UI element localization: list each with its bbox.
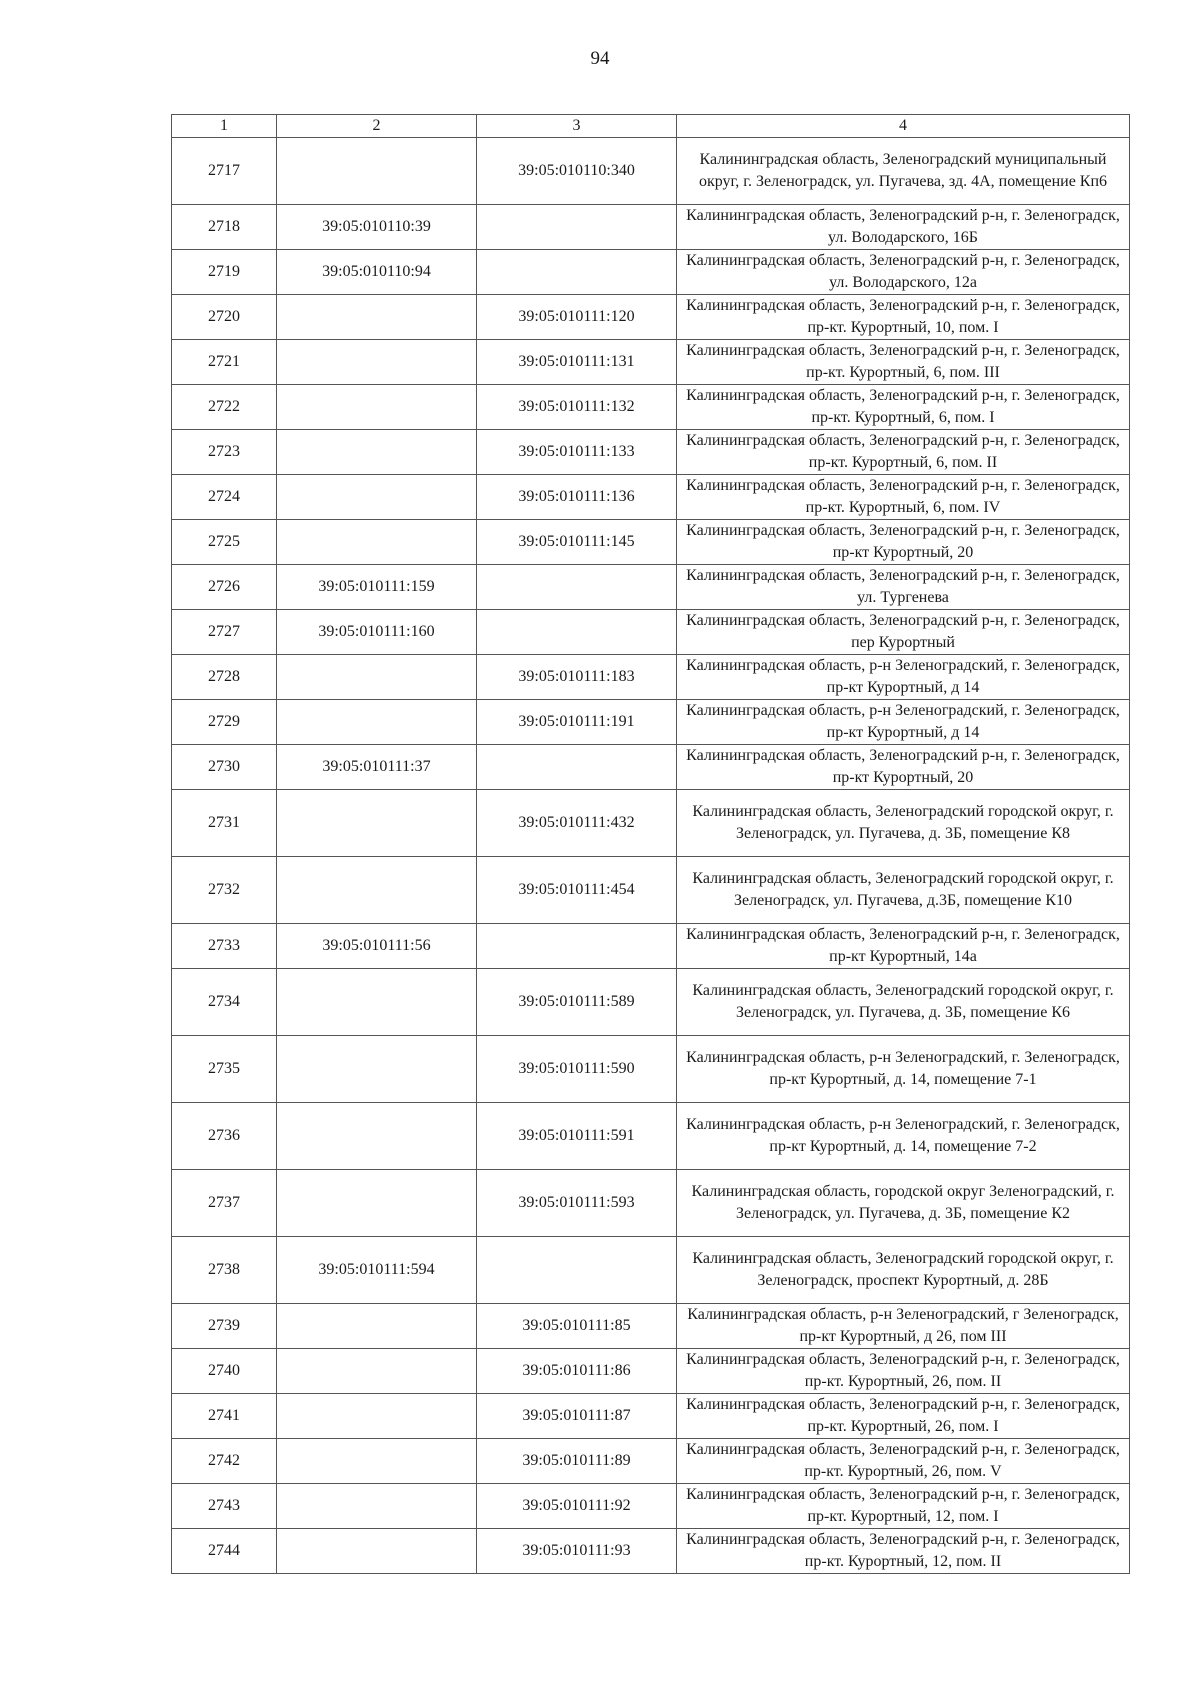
row-number-cell: 2731 xyxy=(172,790,277,857)
premises-cadastral-cell xyxy=(477,565,677,610)
premises-cadastral-cell: 39:05:010111:454 xyxy=(477,857,677,924)
premises-cadastral-cell: 39:05:010111:86 xyxy=(477,1349,677,1394)
row-number-cell: 2738 xyxy=(172,1237,277,1304)
premises-cadastral-cell: 39:05:010111:92 xyxy=(477,1484,677,1529)
premises-cadastral-cell xyxy=(477,1237,677,1304)
table-row xyxy=(172,1529,1130,1574)
table-row xyxy=(172,655,1130,700)
premises-cadastral-cell: 39:05:010111:131 xyxy=(477,340,677,385)
row-number-cell: 2734 xyxy=(172,969,277,1036)
cadastral-number-cell: 39:05:010111:159 xyxy=(277,565,477,610)
cadastral-number-cell xyxy=(277,1529,477,1574)
cadastral-number-cell xyxy=(277,1036,477,1103)
address-cell: Калининградская область, Зеленоградский р-н, г. Зеленоградск, пр-кт Курортный, 20 xyxy=(677,745,1130,790)
address-cell: Калининградская область, Зеленоградский р-н, г. Зеленоградск, пр-кт. Курортный, 12, пом. II xyxy=(677,1529,1130,1574)
cadastral-number-cell: 39:05:010111:594 xyxy=(277,1237,477,1304)
table-row xyxy=(172,790,1130,857)
header-row xyxy=(172,115,1130,138)
table-row xyxy=(172,1439,1130,1484)
row-number-cell: 2728 xyxy=(172,655,277,700)
address-cell: Калининградская область, Зеленоградский р-н, г. Зеленоградск, пр-кт. Курортный, 6, пом. III xyxy=(677,340,1130,385)
address-cell: Калининградская область, Зеленоградский р-н, г. Зеленоградск, ул. Володарского, 16Б xyxy=(677,205,1130,250)
table-row xyxy=(172,1304,1130,1349)
premises-cadastral-cell: 39:05:010111:87 xyxy=(477,1394,677,1439)
address-cell: Калининградская область, Зеленоградский р-н, г. Зеленоградск, пр-кт. Курортный, 10, пом. I xyxy=(677,295,1130,340)
table-body xyxy=(172,138,1130,1574)
cadastral-number-cell: 39:05:010111:37 xyxy=(277,745,477,790)
address-cell: Калининградская область, Зеленоградский р-н, г. Зеленоградск, пр-кт. Курортный, 6, пом. I xyxy=(677,385,1130,430)
table-row xyxy=(172,1170,1130,1237)
row-number-cell: 2744 xyxy=(172,1529,277,1574)
table-row xyxy=(172,857,1130,924)
row-number-cell: 2740 xyxy=(172,1349,277,1394)
cadastral-number-cell: 39:05:010110:94 xyxy=(277,250,477,295)
row-number-cell: 2718 xyxy=(172,205,277,250)
address-cell: Калининградская область, Зеленоградский городской округ, г. Зеленоградск, ул. Пугачева, д. 3Б, помещение К6 xyxy=(677,969,1130,1036)
address-cell: Калининградская область, Зеленоградский р-н, г. Зеленоградск, пр-кт Курортный, 14а xyxy=(677,924,1130,969)
cadastral-number-cell xyxy=(277,1484,477,1529)
cadastral-number-cell xyxy=(277,969,477,1036)
table-row xyxy=(172,205,1130,250)
premises-cadastral-cell: 39:05:010111:85 xyxy=(477,1304,677,1349)
premises-cadastral-cell: 39:05:010111:591 xyxy=(477,1103,677,1170)
premises-cadastral-cell xyxy=(477,205,677,250)
cadastral-number-cell xyxy=(277,1349,477,1394)
cadastral-number-cell xyxy=(277,340,477,385)
row-number-cell: 2735 xyxy=(172,1036,277,1103)
cadastral-number-cell xyxy=(277,1439,477,1484)
table-row xyxy=(172,1349,1130,1394)
cadastral-number-cell xyxy=(277,700,477,745)
premises-cadastral-cell: 39:05:010111:432 xyxy=(477,790,677,857)
address-cell: Калининградская область, Зеленоградский городской округ, г. Зеленоградск, ул. Пугачева, д.3Б, помещение К10 xyxy=(677,857,1130,924)
premises-cadastral-cell: 39:05:010111:145 xyxy=(477,520,677,565)
address-cell: Калининградская область, Зеленоградский р-н, г. Зеленоградск, пр-кт. Курортный, 26, пом. I xyxy=(677,1394,1130,1439)
table-row xyxy=(172,340,1130,385)
table-row xyxy=(172,969,1130,1036)
address-cell: Калининградская область, Зеленоградский городской округ, г. Зеленоградск, проспект Курортный, д. 28Б xyxy=(677,1237,1130,1304)
table-row xyxy=(172,295,1130,340)
cadastral-number-cell: 39:05:010110:39 xyxy=(277,205,477,250)
column-header-4: 4 xyxy=(677,115,1130,138)
premises-cadastral-cell: 39:05:010111:590 xyxy=(477,1036,677,1103)
row-number-cell: 2727 xyxy=(172,610,277,655)
premises-cadastral-cell: 39:05:010111:593 xyxy=(477,1170,677,1237)
address-cell: Калининградская область, Зеленоградский р-н, г. Зеленоградск, пр-кт. Курортный, 26, пом. II xyxy=(677,1349,1130,1394)
address-cell: Калининградская область, Зеленоградский р-н, г. Зеленоградск, пр-кт Курортный, 20 xyxy=(677,520,1130,565)
table-row xyxy=(172,1394,1130,1439)
address-cell: Калининградская область, Зеленоградский р-н, г. Зеленоградск, пр-кт. Курортный, 6, пом. IV xyxy=(677,475,1130,520)
address-cell: Калининградская область, Зеленоградский р-н, г. Зеленоградск, пр-кт. Курортный, 12, пом. I xyxy=(677,1484,1130,1529)
table-header xyxy=(172,115,1130,138)
table-row xyxy=(172,138,1130,205)
cadastral-number-cell xyxy=(277,520,477,565)
cadastral-number-cell xyxy=(277,857,477,924)
address-cell: Калининградская область, р-н Зеленоградский, г. Зеленоградск, пр-кт Курортный, д. 14, помещение 7-1 xyxy=(677,1036,1130,1103)
row-number-cell: 2729 xyxy=(172,700,277,745)
page-number: 94 xyxy=(590,48,610,69)
cadastral-number-cell xyxy=(277,1394,477,1439)
row-number-cell: 2726 xyxy=(172,565,277,610)
row-number-cell: 2721 xyxy=(172,340,277,385)
cadastral-number-cell xyxy=(277,295,477,340)
premises-cadastral-cell: 39:05:010111:136 xyxy=(477,475,677,520)
premises-cadastral-cell xyxy=(477,250,677,295)
cadastral-number-cell: 39:05:010111:56 xyxy=(277,924,477,969)
address-cell: Калининградская область, Зеленоградский р-н, г. Зеленоградск, пр-кт. Курортный, 26, пом. V xyxy=(677,1439,1130,1484)
table-row xyxy=(172,385,1130,430)
column-header-2: 2 xyxy=(277,115,477,138)
cadastral-number-cell xyxy=(277,475,477,520)
table-row xyxy=(172,610,1130,655)
premises-cadastral-cell: 39:05:010111:191 xyxy=(477,700,677,745)
table-row xyxy=(172,1484,1130,1529)
premises-cadastral-cell xyxy=(477,745,677,790)
premises-cadastral-cell: 39:05:010111:589 xyxy=(477,969,677,1036)
address-cell: Калининградская область, Зеленоградский муниципальный округ, г. Зеленоградск, ул. Пугачева, зд. 4А, помещение Кп6 xyxy=(677,138,1130,205)
premises-cadastral-cell xyxy=(477,924,677,969)
column-header-3: 3 xyxy=(477,115,677,138)
table-row xyxy=(172,1103,1130,1170)
premises-cadastral-cell xyxy=(477,610,677,655)
address-cell: Калининградская область, р-н Зеленоградский, г. Зеленоградск, пр-кт Курортный, д. 14, помещение 7-2 xyxy=(677,1103,1130,1170)
premises-cadastral-cell: 39:05:010111:133 xyxy=(477,430,677,475)
premises-cadastral-cell: 39:05:010111:89 xyxy=(477,1439,677,1484)
row-number-cell: 2742 xyxy=(172,1439,277,1484)
premises-cadastral-cell: 39:05:010111:120 xyxy=(477,295,677,340)
cadastral-number-cell xyxy=(277,1170,477,1237)
address-cell: Калининградская область, Зеленоградский р-н, г. Зеленоградск, пр-кт. Курортный, 6, пом. II xyxy=(677,430,1130,475)
cadastral-number-cell xyxy=(277,385,477,430)
table-row xyxy=(172,1237,1130,1304)
address-cell: Калининградская область, р-н Зеленоградский, г. Зеленоградск, пр-кт Курортный, д 14 xyxy=(677,700,1130,745)
premises-cadastral-cell: 39:05:010110:340 xyxy=(477,138,677,205)
table-row xyxy=(172,565,1130,610)
table-row xyxy=(172,475,1130,520)
address-cell: Калининградская область, р-н Зеленоградский, г Зеленоградск, пр-кт Курортный, д 26, пом III xyxy=(677,1304,1130,1349)
address-cell: Калининградская область, Зеленоградский р-н, г. Зеленоградск, пер Курортный xyxy=(677,610,1130,655)
table-row xyxy=(172,924,1130,969)
cadastral-number-cell xyxy=(277,138,477,205)
cadastral-number-cell xyxy=(277,790,477,857)
cadastral-number-cell xyxy=(277,430,477,475)
address-cell: Калининградская область, Зеленоградский городской округ, г. Зеленоградск, ул. Пугачева, д. 3Б, помещение К8 xyxy=(677,790,1130,857)
column-header-1: 1 xyxy=(172,115,277,138)
row-number-cell: 2730 xyxy=(172,745,277,790)
row-number-cell: 2736 xyxy=(172,1103,277,1170)
address-cell: Калининградская область, городской округ Зеленоградский, г. Зеленоградск, ул. Пугачева, д. 3Б, помещение К2 xyxy=(677,1170,1130,1237)
row-number-cell: 2724 xyxy=(172,475,277,520)
address-cell: Калининградская область, Зеленоградский р-н, г. Зеленоградск, ул. Володарского, 12а xyxy=(677,250,1130,295)
row-number-cell: 2720 xyxy=(172,295,277,340)
table-row xyxy=(172,520,1130,565)
cadastral-number-cell xyxy=(277,1304,477,1349)
premises-cadastral-cell: 39:05:010111:183 xyxy=(477,655,677,700)
table-row xyxy=(172,1036,1130,1103)
row-number-cell: 2733 xyxy=(172,924,277,969)
row-number-cell: 2743 xyxy=(172,1484,277,1529)
row-number-cell: 2717 xyxy=(172,138,277,205)
table-row xyxy=(172,700,1130,745)
row-number-cell: 2737 xyxy=(172,1170,277,1237)
premises-cadastral-cell: 39:05:010111:132 xyxy=(477,385,677,430)
address-cell: Калининградская область, Зеленоградский р-н, г. Зеленоградск, ул. Тургенева xyxy=(677,565,1130,610)
row-number-cell: 2732 xyxy=(172,857,277,924)
cadastral-number-cell xyxy=(277,655,477,700)
table-row xyxy=(172,250,1130,295)
row-number-cell: 2723 xyxy=(172,430,277,475)
registry-table xyxy=(171,114,1130,1574)
row-number-cell: 2725 xyxy=(172,520,277,565)
row-number-cell: 2719 xyxy=(172,250,277,295)
cadastral-number-cell xyxy=(277,1103,477,1170)
row-number-cell: 2739 xyxy=(172,1304,277,1349)
table-row xyxy=(172,430,1130,475)
cadastral-number-cell: 39:05:010111:160 xyxy=(277,610,477,655)
row-number-cell: 2741 xyxy=(172,1394,277,1439)
premises-cadastral-cell: 39:05:010111:93 xyxy=(477,1529,677,1574)
row-number-cell: 2722 xyxy=(172,385,277,430)
table-row xyxy=(172,745,1130,790)
address-cell: Калининградская область, р-н Зеленоградский, г. Зеленоградск, пр-кт Курортный, д 14 xyxy=(677,655,1130,700)
